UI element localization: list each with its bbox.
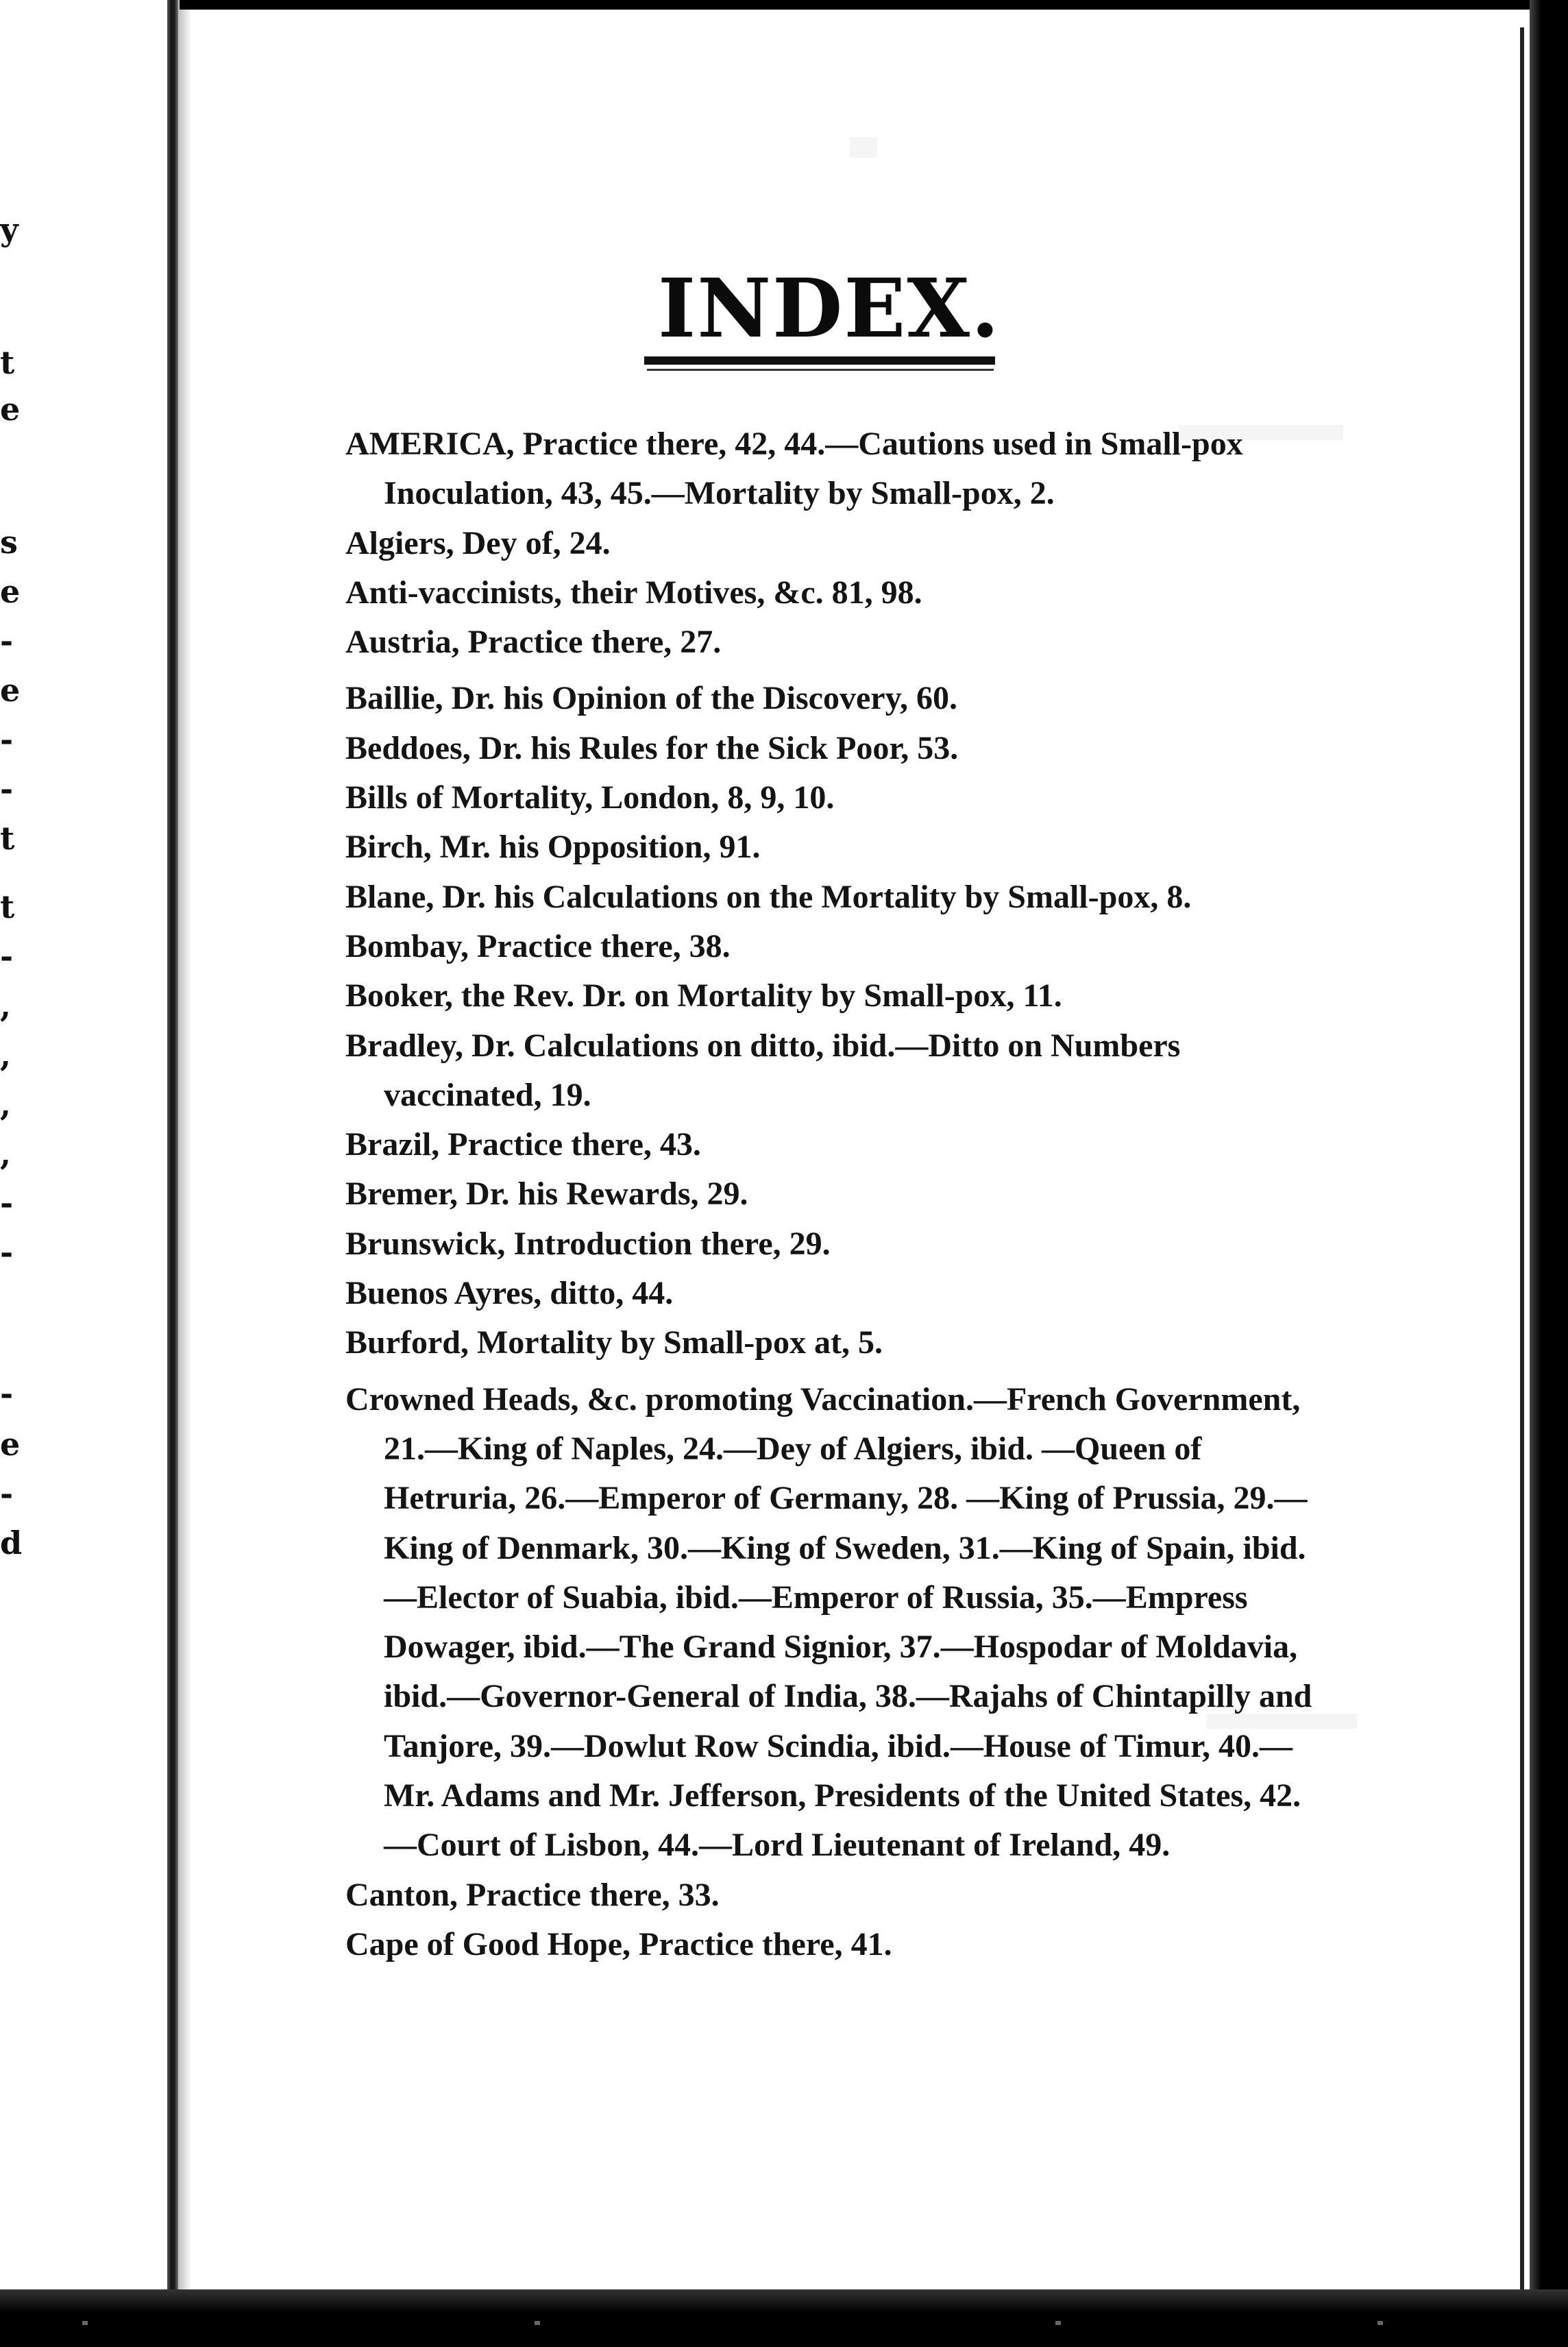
bleed-through-mark	[850, 137, 877, 158]
index-entry: Austria, Practice there, 27.	[345, 624, 722, 661]
index-entry: Blane, Dr. his Calculations on the Mortality by Small-pox, 8.	[345, 878, 1192, 915]
facing-page-fragment: -	[0, 1375, 14, 1412]
facing-page-fragment: e	[0, 573, 21, 610]
index-entries	[345, 419, 1319, 1969]
index-entry: Bills of Mortality, London, 8, 9, 10.	[345, 779, 835, 816]
index-entry: Bombay, Practice there, 38.	[345, 927, 731, 964]
facing-page-fragment: y	[0, 211, 19, 248]
scan-bottom-edge	[0, 2289, 1568, 2347]
facing-page-fragment: e	[0, 391, 21, 428]
index-entry: Brazil, Practice there, 43.	[345, 1126, 701, 1163]
page-title: INDEX.	[658, 260, 1001, 356]
facing-page-fragment: -	[0, 622, 14, 659]
index-entry: Bradley, Dr. Calculations on ditto, ibid.—Ditto on Numbers vaccinated, 19.	[345, 1027, 1181, 1113]
facing-page-fragment: t	[0, 888, 15, 925]
index-entry: Baillie, Dr. his Opinion of the Discovery, 60.	[345, 680, 957, 717]
index-entry: Algiers, Dey of, 24.	[345, 524, 611, 561]
facing-page-fragment: -	[0, 770, 14, 807]
book-gutter	[167, 0, 178, 2347]
facing-page-fragment: s	[0, 524, 18, 561]
facing-page-fragment: d	[0, 1524, 23, 1561]
scan-speck	[535, 2321, 540, 2325]
facing-page-fragment: e	[0, 672, 21, 709]
facing-page-fragment: ,	[0, 987, 12, 1024]
scan-speck	[1377, 2321, 1383, 2325]
facing-page-fragment: -	[0, 1475, 14, 1512]
title-rule	[644, 356, 995, 365]
index-entry: Booker, the Rev. Dr. on Mortality by Small-pox, 11.	[345, 977, 1062, 1014]
facing-page-fragment: t	[0, 344, 15, 381]
facing-page-fragment: ,	[0, 1135, 12, 1172]
facing-page-fragment: ,	[0, 1036, 12, 1073]
scan-top-edge	[0, 0, 1568, 10]
facing-page-fragment: -	[0, 1234, 14, 1271]
index-entry: Bremer, Dr. his Rewards, 29.	[345, 1176, 748, 1213]
gutter-shadow	[178, 0, 192, 2347]
index-entry: AMERICA, Practice there, 42, 44.—Cautions used in Small-pox Inoculation, 43, 45.—Mortality by Small-pox, 2.	[345, 426, 1243, 512]
index-entry: Crowned Heads, &c. promoting Vaccination.—French Government, 21.—King of Naples, 24.—Dey of Algiers, ibid. —Queen of Hetruria, 26.—Emperor of Germany, 28. —King of Prussia, 29.—King of Denmark, 30.—King of Sweden, 31.—King of Spain, ibid.—Elector of Suabia, ibid.—Emperor of Russia, 35.—Empress Dowager, ibid.—The Grand Signior, 37.—Hospodar of Moldavia, ibid.—Governor-General of India, 38.—Rajahs of Chintapilly and Tanjore, 39.—Dowlut Row Scindia, ibid.—House of Timur, 40.—Mr. Adams and Mr. Jefferson, Presidents of the United States, 42.—Court of Lisbon, 44.—Lord Lieutenant of Ireland, 49.	[345, 1381, 1312, 1864]
facing-page-fragment: t	[0, 820, 15, 857]
scan-speck	[1055, 2321, 1061, 2325]
index-entry: Birch, Mr. his Opposition, 91.	[345, 829, 761, 866]
title-rule-thin	[647, 369, 994, 371]
page-edge-shadow	[1520, 27, 1524, 2289]
facing-page-margin	[0, 0, 180, 2347]
index-entry: Anti-vaccinists, their Motives, &c. 81, 98.	[345, 574, 922, 611]
index-entry: Cape of Good Hope, Practice there, 41.	[345, 1925, 892, 1962]
index-entry: Buenos Ayres, ditto, 44.	[345, 1275, 674, 1312]
index-entry: Brunswick, Introduction there, 29.	[345, 1225, 831, 1262]
facing-page-fragment: -	[0, 1184, 14, 1221]
facing-page-fragment: e	[0, 1426, 21, 1463]
index-entry: Beddoes, Dr. his Rules for the Sick Poor, 53.	[345, 729, 959, 766]
scan-right-edge	[1530, 0, 1568, 2347]
facing-page-fragment: -	[0, 721, 14, 758]
index-entry: Burford, Mortality by Small-pox at, 5.	[345, 1324, 883, 1361]
facing-page-fragment: -	[0, 938, 14, 975]
scan-speck	[82, 2321, 88, 2325]
facing-page-fragment: ,	[0, 1086, 12, 1123]
index-entry: Canton, Practice there, 33.	[345, 1876, 720, 1913]
